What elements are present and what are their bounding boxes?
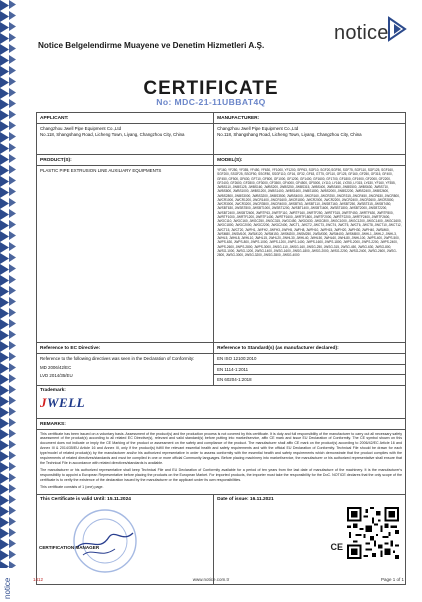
manufacturer-label-cell [214,113,406,124]
directive-label: Reference to EC Directive: [40,346,101,351]
page-number: Page 1 of 1 [380,577,404,582]
directive-item: MD 2006/42/EC [40,364,72,370]
brand-rest: WELL [47,394,86,410]
models-label-cell [214,155,406,166]
trademark-cell [37,385,406,418]
logo-mark-icon [386,16,408,42]
remarks-label: REMARKS: [40,421,66,427]
manufacturer-name: Changzhou Jwell Pipe Equipment Co.,Ltd [217,126,299,131]
footer-website: www.notice.com.tr [192,577,230,582]
standards-cell [214,354,406,386]
ce-mark-icon: CE [330,542,343,553]
remarks-paragraph: The manufacturer or his authorized representative shall keep Technical File and EU Declaration of Conformity available for a period of ten years from the last date of manufacture of the machinery. It is the manufacturer's responsibility to appoint a European Representative before placing the products on the European Market. For imported products, the importer must take the responsibility for the DoC. NOTICE declares that the only scope of the certificate is to verify the existence of the declaration issued by the manufacturer or the applicant under its own responsibilities. [40,467,402,482]
qr-code-icon [347,507,399,559]
applicant-label-cell [37,113,214,124]
directive-cell [37,354,214,386]
date-of-issue: Date of issue: 16.11.2021 [217,497,274,503]
manufacturer-address: No.118, Shangshang Road, Licheng Town, Liyang, Changzhou City, China [217,131,362,137]
applicant-address: No.118, Shangshang Road, Licheng Town, Liyang, Changzhou City, China [40,131,185,137]
certification-manager-label: CERTIFICATION MANAGER [39,545,100,551]
certificate-number: No: MDC-21-11UBBAT4Q [156,97,266,107]
product-label-cell [37,155,214,166]
notified-body-number: 1412 [33,577,44,582]
certificate-title: CERTIFICATE [143,78,279,99]
applicant-cell [37,124,214,155]
remarks-paragraph: This certificate consists of 1 (one) page. [40,484,104,489]
directive-intro: Reference to the following directives was seen in the Declaration of Conformity: [40,356,195,361]
standard-item: EN 1114-1:2011 [214,365,405,376]
applicant-name: Changzhou Jwell Pipe Equipment Co.,Ltd [40,126,122,131]
standard-item: EN 60204-1:2018 [217,377,252,382]
side-logo-text: notice [3,577,12,599]
standard-item: EN ISO 12100:2010 [214,354,405,365]
manufacturer-cell [214,124,406,155]
side-notice-logo [1,566,13,600]
remarks-cell [37,429,406,495]
standards-label-cell [214,343,406,354]
product-name: PLASTIC PIPE EXTRUSION LINE AUXILIARY EQUIPMENTS [40,168,162,173]
remarks-label-cell [37,418,406,429]
standards-label: Reference to Standard(s) (as manufacturer declared): [217,346,339,351]
notice-logo [328,22,408,56]
certificate-table [36,112,406,585]
jwell-brand-logo [40,395,85,411]
signature-cell [37,495,214,585]
brand-first-letter: J [40,394,47,410]
product-label: PRODUCT(S): [40,158,72,163]
product-cell [37,166,214,343]
models-list: YF160, YF250, YF355, YF450, YF630, YF1000, YF1200, SPF63, SGF10, SGF20,SGF50, SGF75, SGF110, SGF125, SGF160, SGF200, SSGF25, SSGF50, SSGF80, SSGF110, GF16, GF32, GF63, GT75, GF110, GF125, GF160, GF250, GF315, GF400, GF450, GF500, GF630, GF710, GF800, GF1000, GF1200, GF1400, GF1600, GF1700, GF1800, GF1900, GF2000, GF2200, GF2400, GF2600, GF2800, GF3000, GF3500, GF4000, GF4500, GF5000, LY110, LY160, LY250, LY315, LY630, YF160, YF355, JWBS110, JWBS125, JWBS160, JWBS200, JWBS250, JWBS315, JWBS400, JWBS450, JWBS500, JWBS630, JWBS710, JWBS800, JWBS1000, JWBS1200, JWBS1400, JWBS1600, JWBS1800, JWBS2000, JWBS2200, JWBS2400, JWBS2600, JWBS2800, JWBS3000, JWBS3200, JWBS3500, JWBS4000, JWCR160, JWCR250, JWCR315, JWCR450, JWCR630, JWCR800, JWCR1000, JWCR1200, JWCR1400, JWCR1600, JWCR1800, JWCR2000, JWCR2200, JWCR2400, JWCR2600, JWCR2800, JWCR3000, JWCR3200, JWCR3500, JWCR4000, JWSBT63, JWSBT110, JWSBT160, JWSBT250, JWSBT315, JWSBT450, JWSBT630, JWSBT800, JWSBT1000, JWSBT1200, JWSBT1400, JWSBT1600, JWSBT1800, JWSBT2000, JWSBT2200, JWSBT2400, JWSBT2600, JWRTF63, JWRTF110, JWRTF160, JWRTF250, JWRTF315, JWRTF450, JWRTF630, JWRTF800, JWRTF1000, JWRTF1200, JWRTF1400, JWRTF1600, JWRTF1800, JWRTF2000, JWRTF2200, JWRTF2400, JWRTF2600, JWGC110, JWGC160, JWGC250, JWGC315, JWGC450, JWGC630, JWGC800, JWGC1000, JWGC1200, JWGC1400, JWGC1600, JWGC1800, JWGC2000, JWGC2200, JWGC2400, JWCT1, JWCT2, JWCT3, JWCT4, JWCT5, JWCT6, JWCT8, JWCT10, JWCT12, JWCT15, JWCT20, JWFH1, JWFH2, JWFH3, JWFH5, JWFH8, JWFH10, JWFH15, JWFH20, JWFH30, JWFH40, JWSM60, JWSM80, JWSM100, JWSM120, JWSM150, JWSM200, JWSM250, JWSM300, JWSM400, JWSM500, JWHL1, JWHL2, JWHL3, JWHL5, JWHL8, JWHL10, JWHL15, JWHL20, JWHL30, JWHL40, JWHL50, JWHL60, JWHL80, JWHL100, JWPS-400, JWPS-500, JWPS-630, JWPS-800, JWPS-1000, JWPS-1200, JWPS-1400, JWPS-1600, JWPS-1800, JWPS-2000, JWPS-2200, JWPS-2400, JWPS-2600, JWPS-2800, JWPS-3000, JWSG-110, JWSG-160, JWSG-250, JWSG-315, JWSG-450, JWSG-630, JWSG-800, JWSG-1000, JWSG-1200, JWSG-1400, JWSG-1600, JWSG-1800, JWSG-2000, JWSG-2200, JWSG-2400, JWSG-2600, JWSG-2800, JWSG-3000, JWSG-3200, JWSG-3500, JWSG-4000 [217,168,402,257]
directive-item: LVD 2014/35/EU [40,373,73,378]
trademark-label: Trademark: [40,387,66,393]
manufacturer-label: MANUFACTURER: [217,116,260,121]
issue-date-cell [214,495,406,585]
remarks-paragraph: This certificate has been issued on a voluntary basis. Assessment of the product(s) and the production process is not covered by this certificate. It is duty and full responsibility of the manufacturer to carry out all necessary safety assessment of the product(s) according to all related EC Directive(s), relevant and valid standard(s) before putting into market/service, affix CE mark and issue EU Declaration of Conformity. The CE symbol shown on this document does not indicate or imply the CE Marking of the product or assessment on the safety and compliance of the product. The manufacturer shall affix CE mark on the product(s) according to 2006/42/EC Article 16 and Annex III & 2014/35/EU Article 16 and Annex III, only if the product(s) fulfill the relevant essential health and safety requirements and with the official EU Declaration of Conformity. Technical File should be drawn for each type/model of related product(s) by the manufacturer and/or his authorized representative in order to assess conformity with the essential health and safety requirements which demonstrate that the product complies with the requirements of related directives/standards and must be compiled in one or more official Community languages. Before placing machinery into market/service, the manufacturer or his authorized representative shall ensure that the Technical File in accordance with related directives/standards is available. [40,431,402,465]
applicant-label: APPLICANT: [40,116,69,121]
logo-text: notice [334,22,389,44]
models-label: MODEL(S): [217,158,243,163]
certification-stamp-icon [71,507,139,575]
issuer-name: Notice Belgelendirme Muayene ve Denetim Hizmetleri A.Ş. [38,41,265,50]
directive-label-cell [37,343,214,354]
models-cell [214,166,406,343]
valid-until: This Certificate is valid Until: 15.11.2024 [40,497,131,503]
